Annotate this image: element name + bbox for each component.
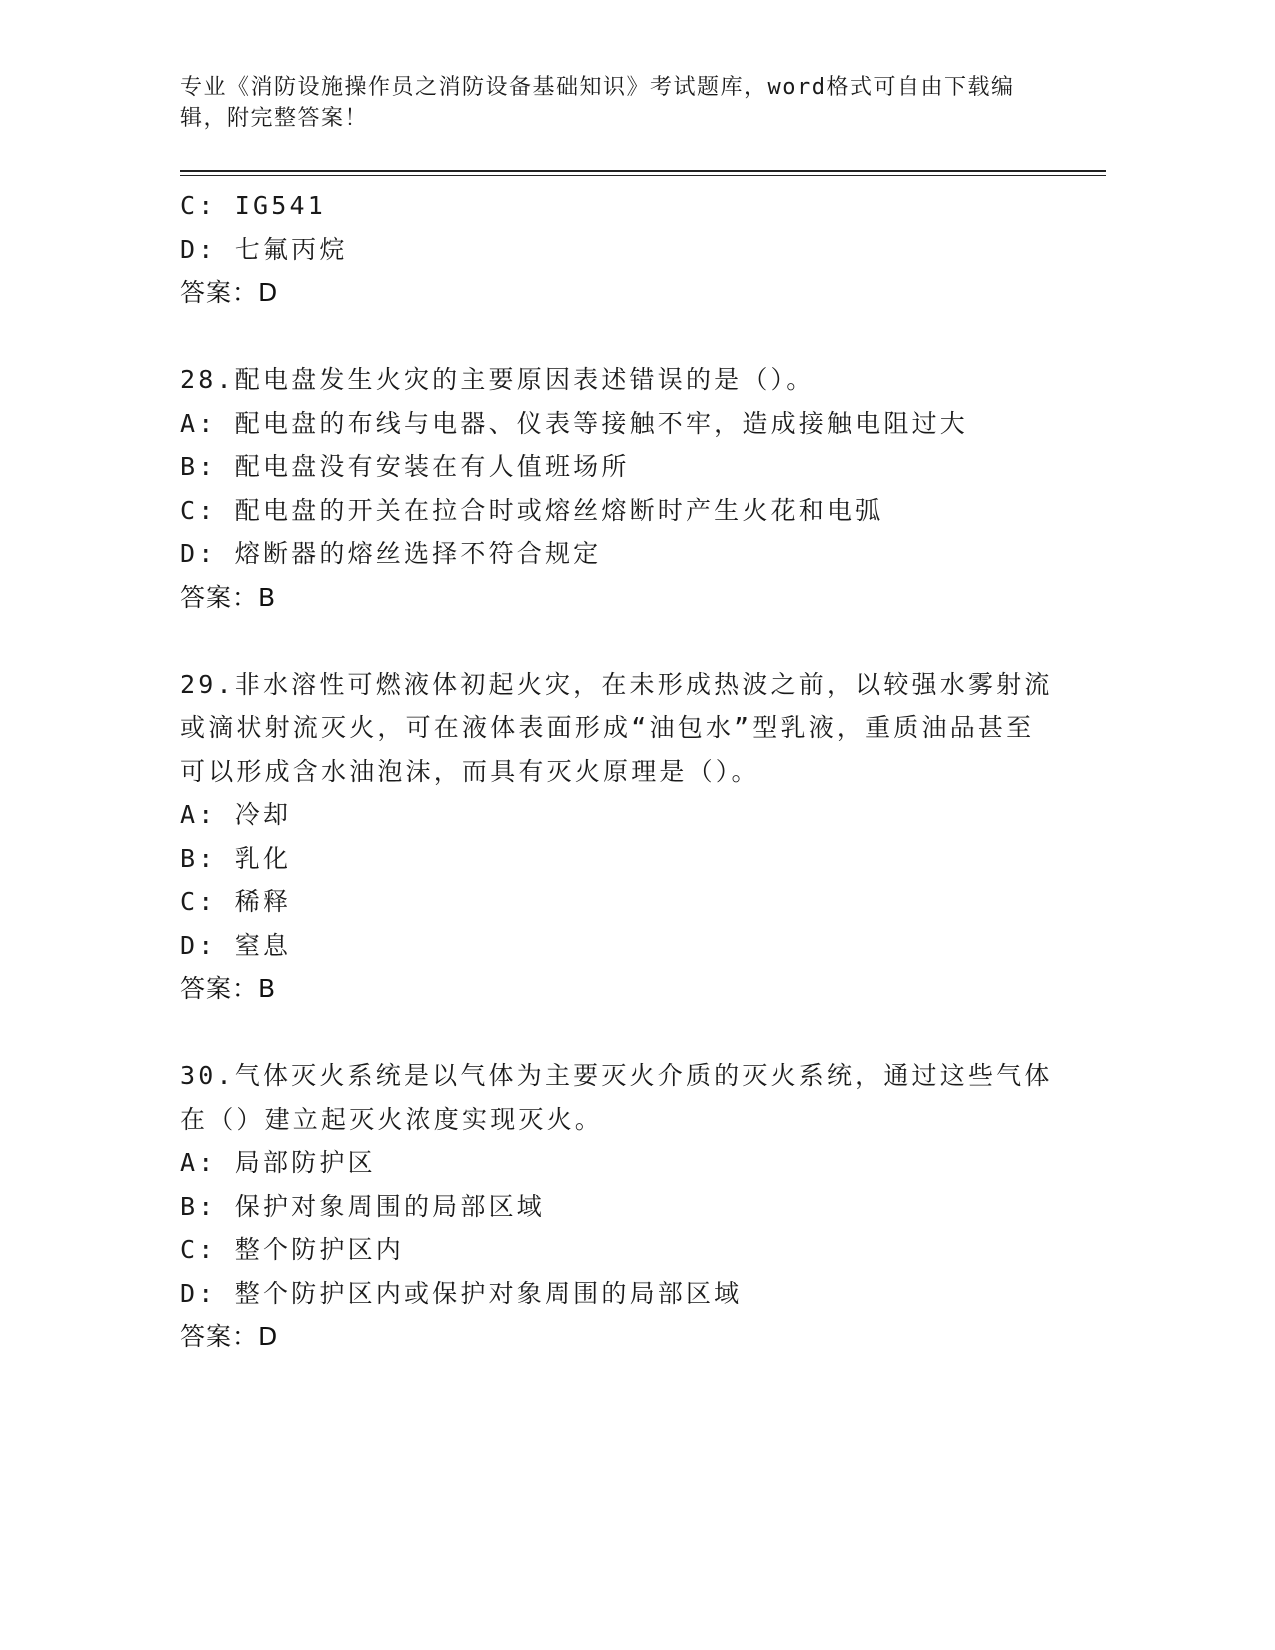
option-d: [180, 228, 1060, 272]
option-a: [180, 1141, 1060, 1185]
option-text: 局部防护区: [234, 1148, 376, 1177]
question-28: [180, 358, 1060, 619]
option-text: 稀释: [234, 887, 292, 916]
option-c: [180, 489, 1060, 533]
question-stem: 28.配电盘发生火灾的主要原因表述错误的是（）。: [180, 365, 815, 394]
answer-line: 答案：B: [180, 974, 277, 1003]
prev-question-block: [180, 184, 1060, 315]
option-label: D:: [180, 1278, 217, 1308]
spacer: [180, 619, 1060, 663]
option-c: [180, 184, 1060, 228]
option-label: D:: [180, 539, 217, 568]
option-text: 保护对象周围的局部区域: [234, 1191, 545, 1221]
option-d: [180, 532, 1060, 576]
spacer: [180, 1011, 1060, 1055]
option-c: [180, 1228, 1060, 1272]
option-label: A:: [180, 408, 217, 438]
option-c: [180, 880, 1060, 924]
document-header: 专业《消防设施操作员之消防设备基础知识》考试题库，word格式可自由下载编辑，附完整答案！: [180, 75, 1015, 131]
option-text: 配电盘的开关在拉合时或熔丝熔断时产生火花和电弧: [234, 495, 884, 525]
option-label: B:: [180, 452, 217, 481]
option-b: [180, 837, 1060, 881]
option-label: D:: [180, 234, 217, 264]
option-label: C:: [180, 191, 217, 220]
option-b: [180, 1185, 1060, 1229]
option-label: C:: [180, 1235, 217, 1264]
header-divider-thin: [180, 175, 1106, 176]
question-29: [180, 663, 1060, 1011]
option-text: 整个防护区内或保护对象周围的局部区域: [234, 1278, 743, 1308]
option-label: D:: [180, 930, 217, 960]
answer-line: 答案：D: [180, 1322, 279, 1351]
option-text: 配电盘没有安装在有人值班场所: [234, 452, 630, 481]
header-divider-thick: [180, 170, 1106, 172]
option-label: B:: [180, 1191, 217, 1221]
option-label: C:: [180, 495, 217, 525]
question-list: [180, 184, 1060, 1359]
option-text: 乳化: [234, 843, 292, 873]
option-label: C:: [180, 887, 217, 916]
option-text: 窒息: [234, 930, 292, 960]
option-text: 熔断器的熔丝选择不符合规定: [234, 539, 602, 568]
question-stem: 29.非水溶性可燃液体初起火灾，在未形成热波之前，以较强水雾射流或滴状射流灭火，可在液体表面形成“油包水”型乳液，重质油品甚至可以形成含水油泡沫，而具有灭火原理是（）。: [180, 669, 1053, 786]
option-text: 配电盘的布线与电器、仪表等接触不牢，造成接触电阻过大: [234, 408, 968, 438]
option-text: 整个防护区内: [234, 1235, 404, 1264]
option-d: [180, 1272, 1060, 1316]
answer-line: 答案：D: [180, 278, 279, 307]
option-text: 七氟丙烷: [234, 234, 348, 264]
spacer: [180, 315, 1060, 359]
option-label: B:: [180, 843, 217, 873]
option-b: [180, 445, 1060, 489]
option-text: 冷却: [234, 800, 292, 829]
option-label: A:: [180, 800, 217, 829]
option-text: IG541: [234, 191, 327, 220]
option-a: [180, 793, 1060, 837]
question-stem: 30.气体灭火系统是以气体为主要灭火介质的灭火系统，通过这些气体在（）建立起灭火浓度实现灭火。: [180, 1061, 1053, 1134]
option-label: A:: [180, 1148, 217, 1177]
option-d: [180, 924, 1060, 968]
answer-line: 答案：B: [180, 582, 277, 612]
option-a: [180, 402, 1060, 446]
question-30: [180, 1054, 1060, 1359]
